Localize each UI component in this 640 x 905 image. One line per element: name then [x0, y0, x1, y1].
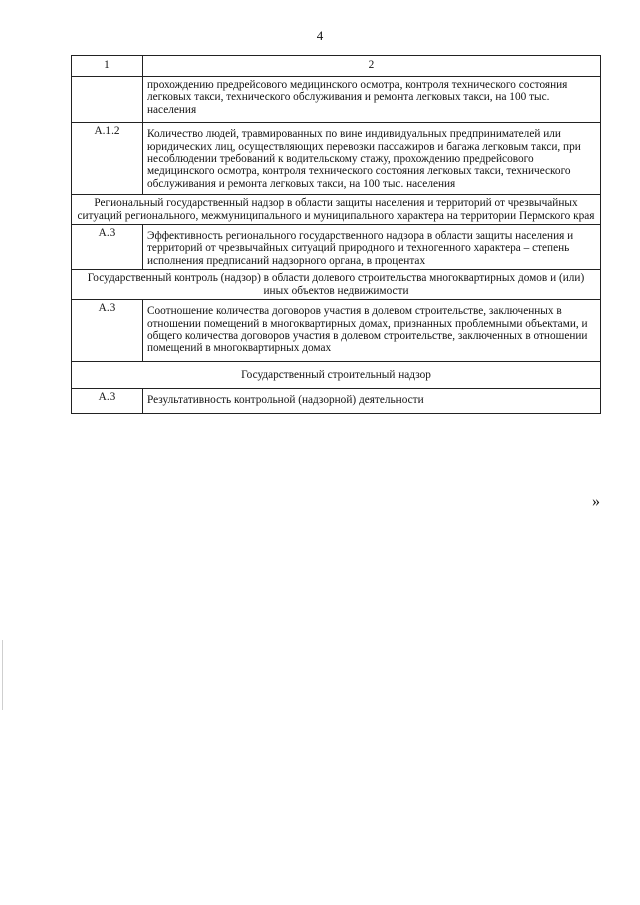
table-row [72, 300, 601, 362]
indicators-table [71, 55, 601, 414]
header-col-2: 2 [143, 56, 601, 77]
section-heading: Региональный государственный надзор в области защиты населения и территорий от чрезвычайных ситуаций регионального, межмуниципального и муниципального характера на территории Пермского края [72, 195, 601, 225]
row-text: Результативность контрольной (надзорной) деятельности [143, 389, 601, 413]
section-heading: Государственный контроль (надзор) в области долевого строительства многоквартирных домов и (или) иных объектов недвижимости [72, 270, 601, 300]
header-col-1: 1 [72, 56, 143, 77]
row-code [72, 77, 143, 123]
table-row [72, 77, 601, 123]
row-code: А.3 [72, 300, 143, 362]
section-heading: Государственный строительный надзор [72, 361, 601, 388]
closing-quote: » [592, 493, 600, 510]
page-number: 4 [316, 28, 324, 43]
section-row [72, 195, 601, 225]
table-row [72, 389, 601, 413]
row-code: А.1.2 [72, 123, 143, 195]
row-text: Соотношение количества договоров участия в долевом строительстве, заключенных в отношении помещений в многоквартирных домах, признанных проблемными объектами, и общего количества договоров участия в долевом строительстве, заключенных в отношении помещений в многоквартирных домах [143, 300, 601, 362]
table-row [72, 225, 601, 270]
table-row [72, 123, 601, 195]
section-row [72, 270, 601, 300]
section-row [72, 361, 601, 388]
scan-edge-line [2, 640, 3, 710]
table-header-row [72, 56, 601, 77]
row-code: А.3 [72, 225, 143, 270]
row-text: прохождению предрейсового медицинского осмотра, контроля технического состояния легковых такси, технического обслуживания и ремонта легковых такси, на 100 тыс. населения [143, 77, 601, 123]
row-text: Эффективность регионального государственного надзора в области защиты населения и территорий от чрезвычайных ситуаций природного и техногенного характера – степень исполнения предписаний надзорного органа, в процентах [143, 225, 601, 270]
row-text: Количество людей, травмированных по вине индивидуальных предпринимателей или юридических лиц, осуществляющих перевозки пассажиров и багажа легковым такси, при несоблюдении требований к водительскому стажу, прохождению предрейсового медицинского осмотра, контроля технического состояния легковых такси, технического обслуживания и ремонта легковых такси, на 100 тыс. населения [143, 123, 601, 195]
row-code: А.3 [72, 389, 143, 413]
